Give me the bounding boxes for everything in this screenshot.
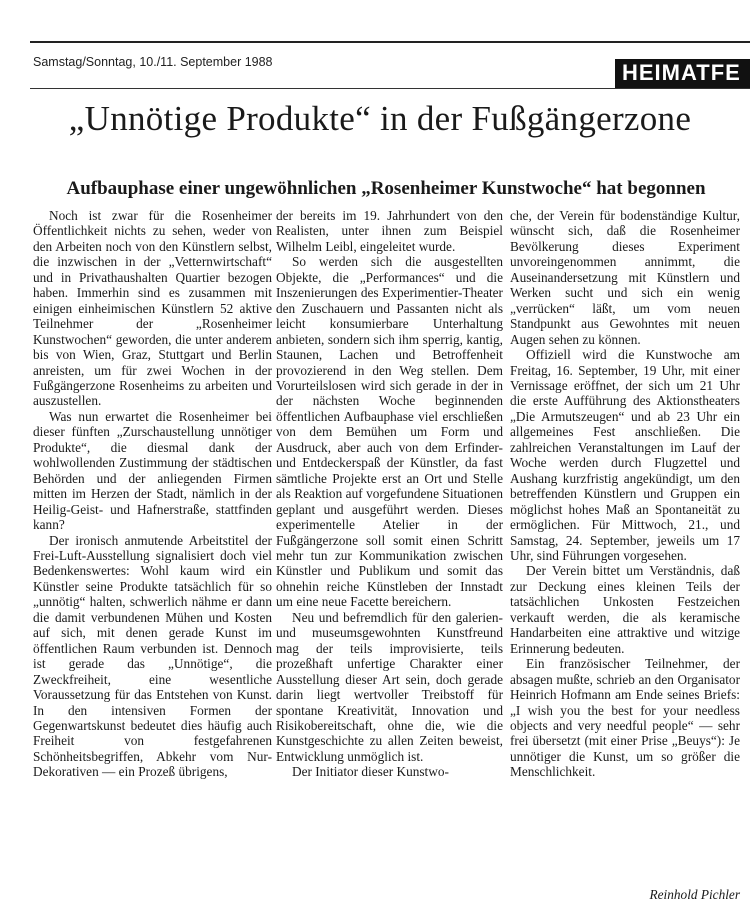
- article-headline: „Unnötige Produkte“ in der Fußgängerzone: [68, 99, 692, 138]
- article-author: Reinhold Pichler: [649, 887, 740, 902]
- paragraph: Offiziell wird die Kunstwoche am Freitag, 16. September, 19 Uhr, mit einer Vernissage eröffnet, der sich um 21 Uhr die erste Aufführung des Aktionstheaters „Die Armutszeugen“ und ab 23 Uhr ein allgemeines Fest anschließen. Die zahlreichen Veranstaltungen im Lauf der Woche werden durch Flugzettel und Aushang kurzfristig angekündigt, um den betreffenden Künstlern und Gruppen ein möglichst hohes Maß an Spontaneität zu ermöglichen. Für Mittwoch, 21., und Samstag, 24. September, jeweils um 17 Uhr, sind Führungen vorgesehen.: [510, 347, 740, 563]
- paragraph: Noch ist zwar für die Rosenheimer Öffentlichkeit nichts zu sehen, weder von den Arbeiten noch von den Künstlern selbst, die inzwischen in der „Vetternwirtschaft“ und in Privathaushalten Quartier bezogen haben. Immerhin sind es zusammen mit einigen einheimischen Künstlern 52 aktive Teilnehmer der „Rosenheimer Kunstwochen“ geworden, die unter anderem bis von Wien, Graz, Stuttgart und Berlin anreisten, um für zwei Wochen in der Fußgängerzone Rosenheims zu arbeiten und auszustellen.: [33, 208, 272, 409]
- header-rule: [30, 88, 750, 89]
- paragraph: Was nun erwartet die Rosenheimer bei dieser fünften „Zurschaustellung unnötiger Produkte“, die diesmal dank der wohlwollenden Zustimmung der städtischen Behörden und der anliegenden Firmen mitten im Herzen der Stadt, nämlich in der Heilig-Geist- und Hafnerstraße, stattfinden kann?: [33, 408, 272, 533]
- paragraph: Neu und befremdlich für den galerien- und museumsgewohnten Kunstfreund mag der teils improvisierte, teils prozeßhaft unfertige Charakter einer Ausstellung dieser Art sein, doch gerade darin liegt wertvoller Treibstoff für spontane Kreativität, Innovation und Risikobereitschaft, ohne die, wie die Kunstgeschichte zu allen Zeiten beweist, Entwicklung unmöglich ist.: [276, 609, 503, 764]
- article-subheadline: Aufbauphase einer ungewöhnlichen „Rosenheimer Kunstwoche“ hat begonnen: [66, 178, 706, 199]
- article-column-2: [276, 208, 503, 780]
- paragraph: So werden sich die ausgestellten Objekte, die „Performances“ und die Inszenierungen des Experimentier-Theater den Zuschauern und Passanten nicht als leicht konsumierbare Unterhaltung anbieten, sondern sich ihm sperrig, kantig, Staunen, Lachen und Betroffenheit provozierend in den Weg stellen. Dem Vorurteilslosen wird sich gerade in der in der nächsten Woche beginnenden öffentlichen Aufbauphase viel erschließen von dem Bemühen um Form und Ausdruck, aber auch von dem Erfinder- und Entdeckerspaß der Künstler, da fast sämtliche Projekte erst an Ort und Stelle als Reaktion auf vorgefundene Situationen geplant und ausgeführt werden. Dieses experimentelle Atelier in der Fußgängerzone soll somit einen Schritt mehr tun zur Kommunikation zwischen Künstler und Publikum und somit das ohnehin reiche Künstleben der Innstadt um eine neue Facette bereichern.: [276, 254, 503, 610]
- paragraph: Der Initiator dieser Kunstwo-: [292, 764, 449, 780]
- section-title: HEIMATFE: [622, 60, 741, 85]
- paragraph: Der Verein bittet um Verständnis, daß zur Deckung eines kleinen Teils der tatsächlichen Unkosten Festzeichen verkauft werden, die als keramische Handarbeiten eine attraktive und witzige Erinnerung bedeuten.: [510, 563, 740, 656]
- top-rule: [30, 41, 750, 43]
- paragraph: der bereits im 19. Jahrhundert von den Realisten, unter ihnen zum Beispiel Wilhelm Leibl, eingeleitet wurde.: [276, 208, 503, 254]
- paragraph: Ein französischer Teilnehmer, der absagen mußte, schrieb an den Organisator Heinrich Hofmann am Ende seines Briefs: „I wish you the best for your needless objects and very needful people“ — sehr frei übersetzt (mit einer Prise „Beuys“): Je unnötiger die Kunst, um so größer die Menschlichkeit.: [510, 656, 740, 780]
- paragraph: che, der Verein für bodenständige Kultur, wünscht sich, daß die Rosenheimer Bevölkerung dieses Experiment unvoreingenommen annimmt, die Auseinandersetzung mit Künstlern und Werken sucht und sich ein wenig „verrücken“ läßt, um vom neuen Standpunkt aus Gewohntes mit neuen Augen sehen zu können.: [510, 208, 740, 347]
- article-column-1: [33, 208, 272, 780]
- article-column-3: [510, 208, 740, 780]
- issue-date: Samstag/Sonntag, 10./11. September 1988: [33, 55, 273, 69]
- paragraph: Der ironisch anmutende Arbeitstitel der Frei-Luft-Ausstellung signalisiert doch viel Bedenkenswertes: Wohl kaum wird ein Künstler seine Produkte tatsächlich für so „unnötig“ halten, schwerlich nähme er dann die damit verbundenen Mühen und Kosten auf sich, mit denen gerade Kunst im öffentlichen Raum verbunden ist. Dennoch ist gerade das „Unnötige“, die Zweckfreiheit, eine wesentliche Voraussetzung für das Entstehen von Kunst. In den intensiven Formen der Gegenwartskunst bedeutet dies häufig auch Freiheit von festgefahrenen Schönheitsbegriffen, Abkehr vom Nur-Dekorativen — ein Prozeß übrigens,: [33, 532, 272, 780]
